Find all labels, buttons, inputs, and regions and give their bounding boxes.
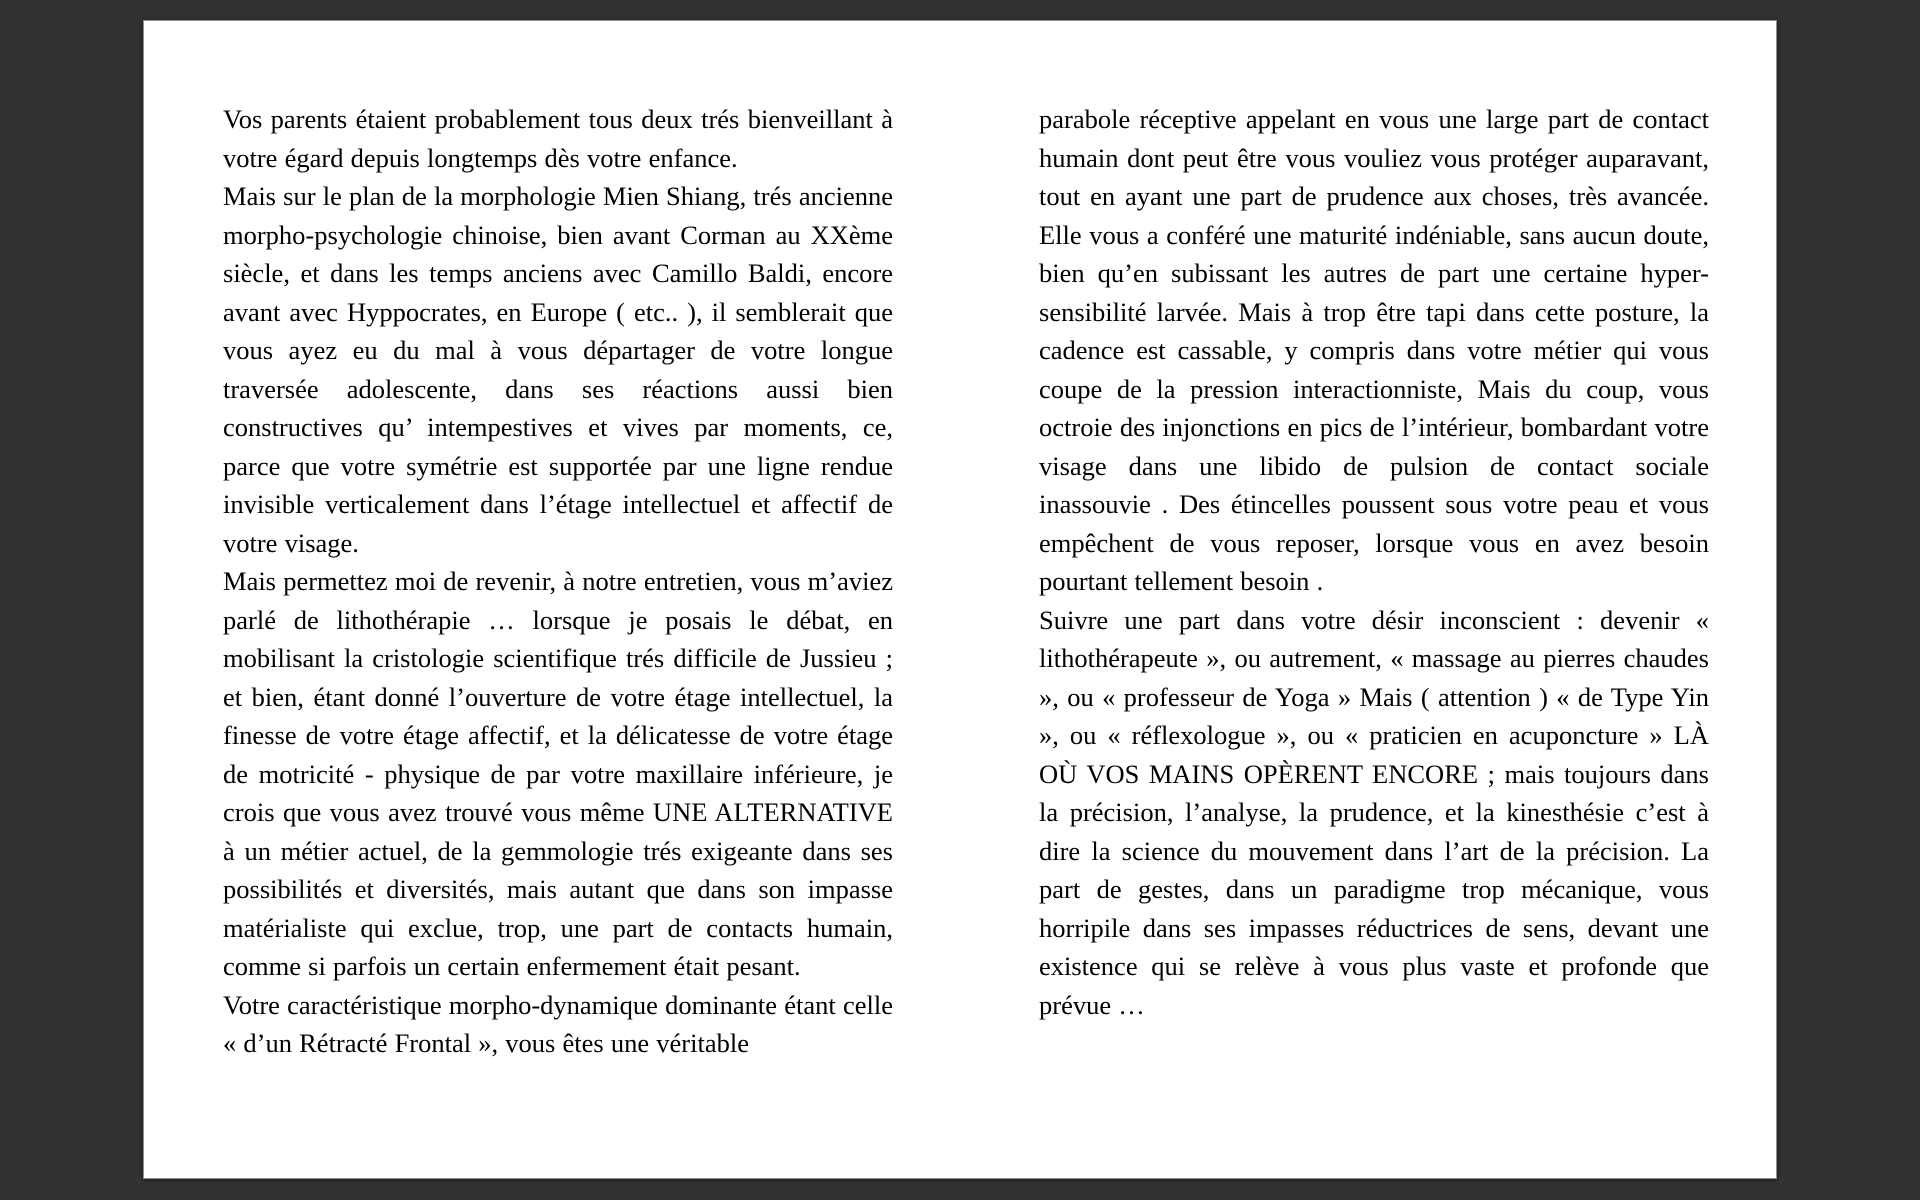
paragraph: Mais sur le plan de la morphologie Mien Shiang, trés ancienne morpho-psychologie chinoise, bien avant Corman au XXème siècle, et dans les temps anciens avec Camillo Baldi, encore avant avec Hyppocrates, en Europe ( etc.. ), il semblerait que vous ayez eu du mal à vous départager de votre longue traversée adolescente, dans ses réactions aussi bien constructives qu’ intempestives et vives par moments, ce, parce que votre symétrie est supportée par une ligne rendue invisible verticalement dans l’étage intellectuel et affectif de votre visage. [223,181,893,558]
paragraph: parabole réceptive appelant en vous une large part de contact humain dont peut être vous vouliez vous protéger auparavant, tout en ayant une part de prudence aux choses, très avancée. Elle vous a conféré une maturité indéniable, sans aucun doute, bien qu’en subissant les autres de part une certaine hyper-sensibilité larvée. Mais à trop être tapi dans cette posture, la cadence est cassable, y compris dans votre métier qui vous coupe de la pression interactionniste, Mais du coup, vous octroie des injonctions en pics de l’intérieur, bombardant votre visage dans une libido de pulsion de contact sociale inassouvie . Des étincelles poussent sous votre peau et vous empêchent de vous reposer, lorsque vous en avez besoin pourtant tellement besoin . [1039,104,1709,596]
paragraph: Mais permettez moi de revenir, à notre entretien, vous m’aviez parlé de lithothérapie … lorsque je posais le débat, en mobilisant la cristologie scientifique trés difficile de Jussieu ; et bien, étant donné l’ouverture de votre étage intellectuel, la finesse de votre étage affectif, et la délicatesse de votre étage de motricité - physique de par votre maxillaire inférieure, je crois que vous avez trouvé vous même UNE ALTERNATIVE à un métier actuel, de la gemmologie trés exigeante dans ses possibilités et diversités, mais autant que dans son impasse matérialiste qui exclue, trop, une part de contacts humain, comme si parfois un certain enfermement était pesant. [223,566,893,981]
paragraph: Vos parents étaient probablement tous deux trés bienveillant à votre égard depuis longtemps dès votre enfance. [223,104,893,173]
text-column-right [1039,100,1709,1178]
paragraph: Suivre une part dans votre désir inconscient : devenir « lithothérapeute », ou autrement, « massage au pierres chaudes », ou « professeur de Yoga » Mais ( attention ) « de Type Yin », ou « réflexologue », ou « praticien en acuponcture » LÀ OÙ VOS MAINS OPÈRENT ENCORE ; mais toujours dans la précision, l’analyse, la prudence, et la kinesthésie c’est à dire la science du mouvement dans l’art de la précision. La part de gestes, dans un paradigme trop mécanique, vous horripile dans ses impasses réductrices de sens, devant une existence qui se relève à vous plus vaste et profonde que prévue … [1039,604,1709,1020]
paragraph: Votre caractéristique morpho-dynamique dominante étant celle « d’un Rétracté Frontal », vous êtes une véritable [223,989,893,1058]
text-column-left [223,100,893,1178]
document-page [143,20,1777,1179]
